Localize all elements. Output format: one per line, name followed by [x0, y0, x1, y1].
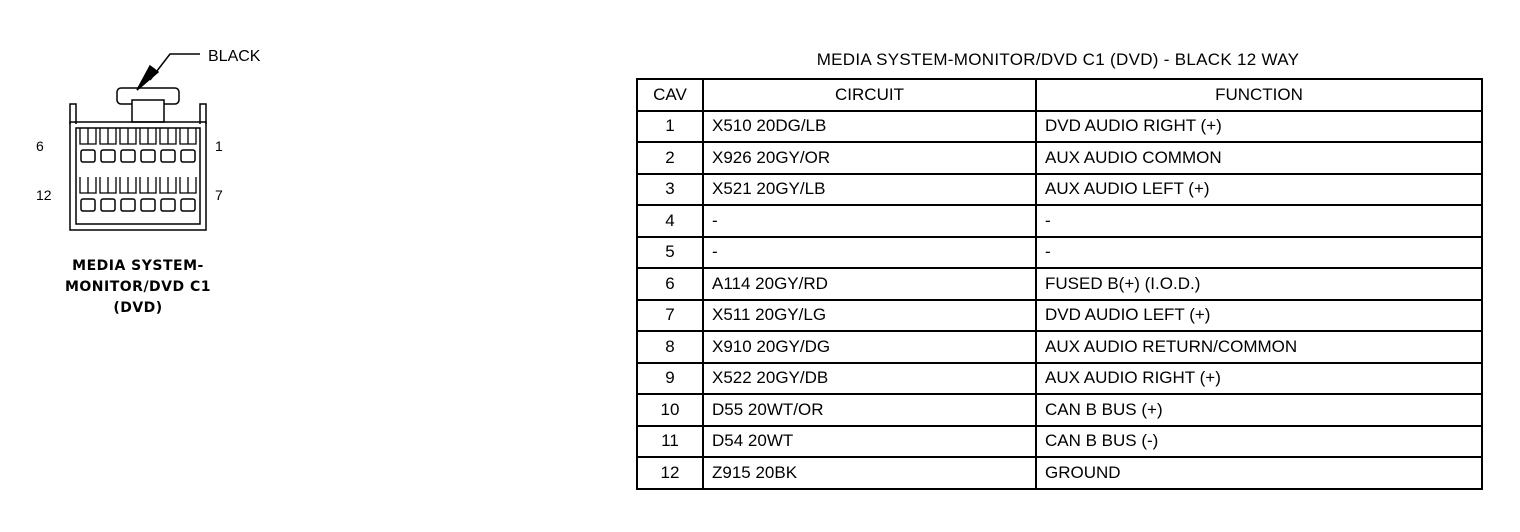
pin-cavity: [160, 177, 176, 211]
pin-label-bottom-right: 7: [215, 187, 223, 203]
function-cell: AUX AUDIO RETURN/COMMON: [1036, 331, 1482, 363]
pin-cavity: [180, 128, 196, 162]
connector-diagram: [0, 0, 620, 532]
circuit-cell: X926 20GY/OR: [703, 142, 1036, 174]
table-row: [637, 331, 1482, 363]
function-cell: -: [1036, 237, 1482, 269]
cav-cell: 2: [637, 142, 703, 174]
circuit-cell: D54 20WT: [703, 426, 1036, 458]
pin-label-top-right: 1: [215, 138, 223, 154]
circuit-cell: X510 20DG/LB: [703, 111, 1036, 143]
circuit-cell: -: [703, 237, 1036, 269]
function-cell: AUX AUDIO LEFT (+): [1036, 174, 1482, 206]
function-cell: DVD AUDIO LEFT (+): [1036, 300, 1482, 332]
cav-cell: 12: [637, 457, 703, 489]
cav-cell: 11: [637, 426, 703, 458]
function-cell: AUX AUDIO COMMON: [1036, 142, 1482, 174]
function-cell: CAN B BUS (+): [1036, 394, 1482, 426]
pin-cavity: [120, 177, 136, 211]
cav-cell: 5: [637, 237, 703, 269]
pin-cavity: [140, 177, 156, 211]
cav-cell: 8: [637, 331, 703, 363]
pin-label-top-left: 6: [36, 138, 44, 154]
pin-cavity: [120, 128, 136, 162]
table-row: [637, 268, 1482, 300]
header-circuit: CIRCUIT: [703, 79, 1036, 111]
header-function: FUNCTION: [1036, 79, 1482, 111]
circuit-cell: -: [703, 205, 1036, 237]
table-row: [637, 142, 1482, 174]
function-cell: DVD AUDIO RIGHT (+): [1036, 111, 1482, 143]
table-row: [637, 457, 1482, 489]
pin-label-bottom-left: 12: [36, 187, 52, 203]
circuit-cell: X521 20GY/LB: [703, 174, 1036, 206]
connector-pin-cavities: [80, 128, 196, 211]
pin-cavity: [140, 128, 156, 162]
pin-cavity: [100, 177, 116, 211]
connector-caption-line: (DVD): [113, 300, 163, 316]
table-row: [637, 426, 1482, 458]
connector-caption: [28, 256, 248, 319]
table-row: [637, 363, 1482, 395]
circuit-cell: X522 20GY/DB: [703, 363, 1036, 395]
pinout-table: [636, 78, 1483, 490]
cav-cell: 7: [637, 300, 703, 332]
cav-cell: 10: [637, 394, 703, 426]
circuit-cell: X910 20GY/DG: [703, 331, 1036, 363]
cav-cell: 9: [637, 363, 703, 395]
pin-cavity: [80, 128, 96, 162]
circuit-cell: Z915 20BK: [703, 457, 1036, 489]
table-row: [637, 205, 1482, 237]
cav-cell: 4: [637, 205, 703, 237]
function-cell: FUSED B(+) (I.O.D.): [1036, 268, 1482, 300]
function-cell: -: [1036, 205, 1482, 237]
table-row: [637, 111, 1482, 143]
cav-cell: 1: [637, 111, 703, 143]
connector-caption-line: MEDIA SYSTEM-: [72, 258, 204, 274]
function-cell: GROUND: [1036, 457, 1482, 489]
pin-cavity: [180, 177, 196, 211]
table-row: [637, 237, 1482, 269]
circuit-cell: D55 20WT/OR: [703, 394, 1036, 426]
pin-cavity: [80, 177, 96, 211]
pin-cavity: [160, 128, 176, 162]
table-title: MEDIA SYSTEM-MONITOR/DVD C1 (DVD) - BLACK 12 WAY: [816, 50, 1300, 69]
table-row: [637, 300, 1482, 332]
color-leader-arrow: [137, 54, 200, 90]
function-cell: AUX AUDIO RIGHT (+): [1036, 363, 1482, 395]
connector-latch: [117, 88, 179, 122]
connector-color-label: BLACK: [208, 48, 261, 65]
table-header-row: [637, 79, 1482, 111]
cav-cell: 6: [637, 268, 703, 300]
cav-cell: 3: [637, 174, 703, 206]
table-row: [637, 394, 1482, 426]
connector-caption-line: MONITOR/DVD C1: [64, 279, 212, 295]
circuit-cell: X511 20GY/LG: [703, 300, 1036, 332]
function-cell: CAN B BUS (-): [1036, 426, 1482, 458]
header-cav: CAV: [637, 79, 703, 111]
circuit-cell: A114 20GY/RD: [703, 268, 1036, 300]
table-row: [637, 174, 1482, 206]
pin-cavity: [100, 128, 116, 162]
